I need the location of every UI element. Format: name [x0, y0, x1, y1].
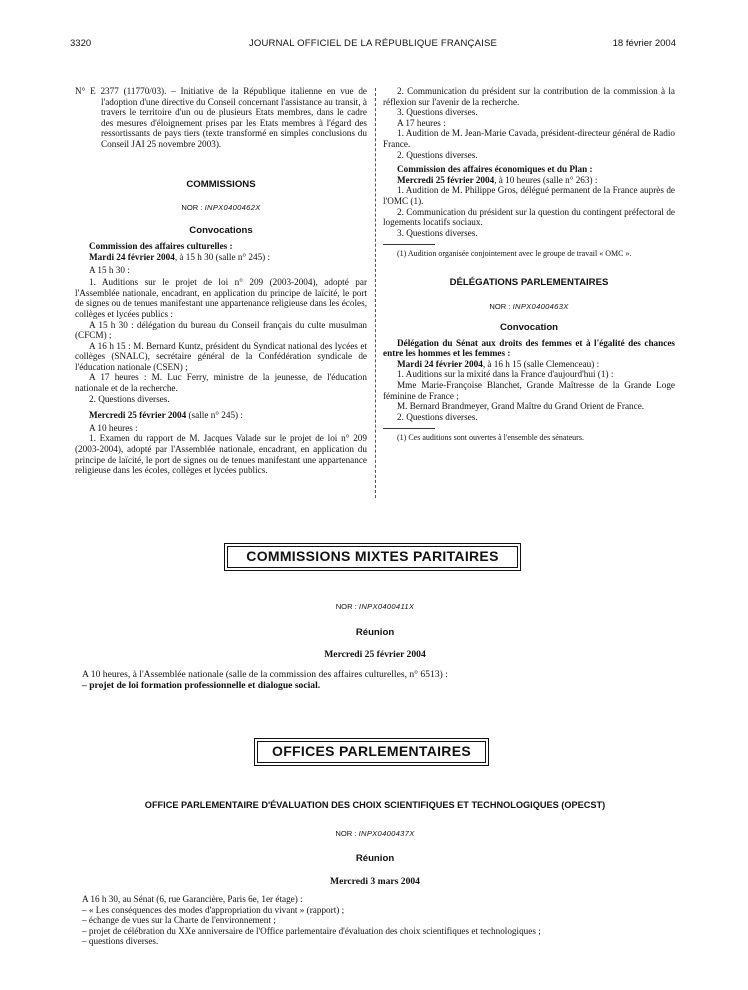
- left-column: [75, 86, 367, 476]
- committee-title-economic: Commission des affaires économiques et du Plan :: [397, 164, 593, 175]
- agenda-item: 1. Audition de M. Jean-Marie Cavada, président-directeur général de Radio France.: [383, 128, 675, 149]
- agenda-item: Mme Marie-Françoise Blanchet, Grande Maîtresse de la Grande Loge féminine de France ;: [383, 380, 675, 401]
- agenda-item: A 16 h 30, au Sénat (6, rue Garancière, Paris 6e, 1er étage) :: [82, 894, 303, 904]
- agenda-item: 1. Examen du rapport de M. Jacques Valade sur le projet de loi n° 209 (2003-2004), adopté par l'Assemblée nationale, encadrant, en application du principe de laïcité, le port de signes ou de tenues manifestant une appartenance religieuse dans les écoles, collèges et lycées publics.: [75, 433, 367, 476]
- footnote: (1) Ces auditions sont ouvertes à l'ensemble des sénateurs.: [397, 433, 584, 443]
- meeting-date-line: [383, 175, 675, 186]
- subsection-title-convocations: Convocations: [189, 224, 253, 236]
- nor-label: NOR :: [335, 829, 359, 838]
- agenda-item: 3. Questions diverses.: [397, 107, 478, 118]
- agenda-item: 3. Questions diverses.: [397, 227, 478, 238]
- meeting-time: , à 10 heures (salle n° 263) :: [494, 174, 598, 185]
- footnote-rule: [383, 428, 435, 429]
- agenda-item: A 10 heures, à l'Assemblée nationale (salle de la commission des affaires culturelles, n° 6513) :: [82, 669, 448, 680]
- agenda-item: 2. Questions diverses.: [89, 393, 170, 404]
- agenda-item: – projet de loi formation professionnelle et dialogue social.: [82, 680, 321, 691]
- nor-code: INPX0400463X: [512, 301, 569, 311]
- intro-paragraph: N° E 2377 (11770/03). – Initiative de la République italienne en vue de l'adoption d'une directive du Conseil concernant l'assistance au transit, à travers le territoire d'un ou de plusieurs Etats membres, dans le cadre des mesures d'éloignement prises par les Etats membres à l'égard des ressortissants de pays tiers (texte transformé en simples conclusions du Conseil JAI 25 novembre 2003).: [75, 86, 367, 149]
- nor-reference: [75, 602, 675, 611]
- agenda-item: 1. Auditions sur le projet de loi n° 209 (2003-2004), adopté par l'Assemblée nationale, encadrant, en application du principe de laïcité, le port de signes ou de tenues manifestant une appartenance religieuse dans les écoles, collèges et lycées publics :: [75, 277, 367, 319]
- section-box-cmp: COMMISSIONS MIXTES PARITAIRES: [224, 543, 521, 571]
- nor-code: INPX0400462X: [204, 203, 261, 213]
- agenda-item: M. Bernard Brandmeyer, Grand Maître du Grand Orient de France.: [397, 401, 645, 412]
- agenda-item: 2. Communication du président sur la question du contingent préfectoral de logements locatifs sociaux.: [383, 206, 675, 228]
- meeting-heading: Réunion: [355, 853, 395, 864]
- agenda-item: 1. Audition de M. Philippe Gros, délégué permanent de la France auprès de l'OMC (1).: [383, 185, 675, 206]
- agenda-item: – échange de vues sur la Charte de l'environnement ;: [82, 915, 276, 926]
- meeting-heading: Réunion: [355, 627, 395, 638]
- agenda-item: 1. Auditions sur la mixité dans la France d'aujourd'hui (1) :: [397, 369, 614, 380]
- opecst-agenda: [82, 894, 682, 947]
- meeting-date-line: [75, 410, 367, 421]
- meeting-time: , à 16 h 15 (salle Clemenceau) :: [482, 358, 600, 369]
- cmp-agenda: [82, 669, 682, 691]
- committee-title-culture: Commission des affaires culturelles :: [89, 241, 233, 252]
- running-header: [70, 38, 676, 54]
- meeting-date: Mercredi 25 février 2004: [324, 649, 426, 660]
- nor-reference: [75, 203, 367, 214]
- agenda-item: – questions diverses.: [82, 936, 159, 947]
- footnote-rule: [383, 244, 435, 245]
- meeting-time: , à 15 h 30 (salle n° 245) :: [174, 251, 271, 262]
- delegation-title: Délégation du Sénat aux droits des femmes et à l'égalité des chances entre les hommes et les femmes :: [383, 337, 675, 359]
- nor-reference: [383, 302, 675, 313]
- meeting-date-line: [75, 252, 367, 263]
- issue-date: 18 février 2004: [612, 38, 676, 49]
- section-title-delegations: DÉLÉGATIONS PARLEMENTAIRES: [449, 276, 609, 288]
- meeting-date: Mercredi 25 février 2004: [397, 174, 495, 185]
- nor-code: INPX0400437X: [358, 829, 415, 838]
- agenda-item: 2. Questions diverses.: [397, 149, 478, 160]
- nor-code: INPX0400411X: [358, 602, 415, 611]
- meeting-date: Mercredi 25 février 2004: [89, 410, 187, 421]
- nor-label: NOR :: [181, 203, 205, 213]
- time-heading: A 17 heures :: [397, 117, 446, 128]
- nor-reference: [75, 829, 675, 838]
- section-box-offices: OFFICES PARLEMENTAIRES: [254, 738, 489, 766]
- right-column: [383, 86, 675, 444]
- office-title: OFFICE PARLEMENTAIRE D'ÉVALUATION DES CHOIX SCIENTIFIQUES ET TECHNOLOGIQUES (OPECST): [144, 800, 606, 810]
- meeting-date: Mardi 24 février 2004: [89, 251, 175, 262]
- subsection-title-convocation: Convocation: [499, 322, 559, 334]
- meeting-date-line: [383, 359, 675, 370]
- meeting-room: (salle n° 245) :: [186, 410, 243, 421]
- agenda-item: – « Les conséquences des modes d'appropriation du vivant » (rapport) ;: [82, 904, 345, 915]
- agenda-item: A 17 heures : M. Luc Ferry, ministre de la jeunesse, de l'éducation nationale et de la recherche.: [75, 372, 367, 394]
- agenda-item: A 15 h 30 : délégation du bureau du Conseil français du culte musulman (CFCM) ;: [75, 319, 367, 341]
- nor-label: NOR :: [335, 602, 359, 611]
- time-heading: A 10 heures :: [89, 422, 138, 433]
- agenda-item: A 16 h 15 : M. Bernard Kuntz, président du Syndicat national des lycées et collèges (SNALC), secrétaire général de la Confédération syndicale de l'éducation nationale (CSEN) ;: [75, 340, 367, 372]
- meeting-date: Mardi 24 février 2004: [397, 358, 483, 369]
- agenda-item: 2. Communication du président sur la contribution de la commission à la réflexion sur l'avenir de la recherche.: [383, 86, 675, 107]
- meeting-date: Mercredi 3 mars 2004: [330, 876, 420, 887]
- agenda-item: 2. Questions diverses.: [397, 411, 478, 422]
- column-divider: [375, 88, 376, 498]
- footnote: (1) Audition organisée conjointement avec le groupe de travail « OMC ».: [397, 249, 632, 259]
- agenda-item: – projet de célébration du XXe anniversaire de l'Office parlementaire d'évaluation des choix scientifiques et technologiques ;: [82, 925, 541, 936]
- nor-label: NOR :: [489, 301, 513, 311]
- section-title-commissions: COMMISSIONS: [186, 178, 256, 190]
- time-heading: A 15 h 30 :: [89, 264, 130, 275]
- page-number: 3320: [70, 38, 92, 49]
- journal-title: JOURNAL OFFICIEL DE LA RÉPUBLIQUE FRANÇAISE: [248, 38, 498, 49]
